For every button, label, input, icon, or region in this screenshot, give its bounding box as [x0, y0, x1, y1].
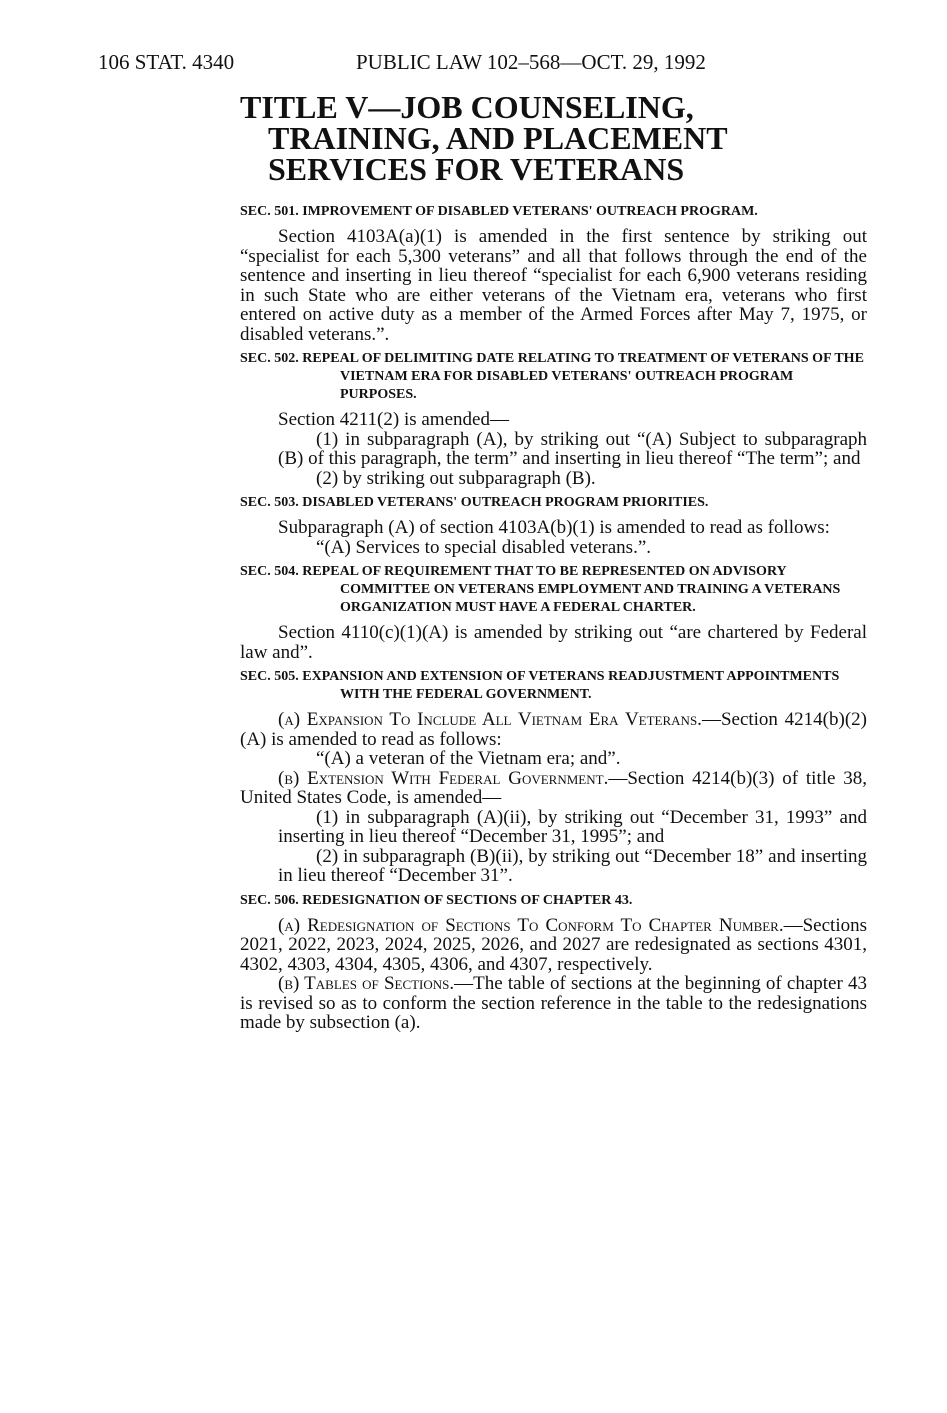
- section-501-heading: SEC. 501. IMPROVEMENT OF DISABLED VETERANS' OUTREACH PROGRAM.: [240, 204, 758, 219]
- section-505-subsection-b: [240, 769, 867, 808]
- section-506-a-label: (a) Redesignation of Sections To Conform To Chapter Number.: [278, 914, 784, 936]
- section-505-subsection-a: [240, 710, 867, 749]
- section-506-subsection-a: [240, 916, 867, 975]
- section-504-heading: SEC. 504. REPEAL OF REQUIREMENT THAT TO BE REPRESENTED ON ADVISORY COMMITTEE ON VETERANS EMPLOYMENT AND TRAINING A VETERANS ORGANIZATION MUST HAVE A FEDERAL CHARTER.: [240, 564, 841, 615]
- section-505-item-1: (1) in subparagraph (A)(ii), by striking out “December 31, 1993” and inserting in lieu thereof “December 31, 1995”; and: [278, 806, 867, 847]
- document-body: [240, 89, 867, 1033]
- running-header: [98, 50, 868, 80]
- section-502-intro: Section 4211(2) is amended—: [278, 409, 509, 430]
- section-505-item-2: (2) in subparagraph (B)(ii), by striking out “December 18” and inserting in lieu thereof “December 31”.: [278, 845, 867, 886]
- section-504-text: Section 4110(c)(1)(A) is amended by striking out “are chartered by Federal law and”.: [240, 622, 867, 663]
- section-506-b-label: (b) Tables of Sections.: [278, 973, 455, 994]
- section-502-item-1: (1) in subparagraph (A), by striking out “(A) Subject to subparagraph (B) of this paragraph, the term” and inserting in lieu thereof “The term”; and: [278, 428, 867, 469]
- section-502-heading: SEC. 502. REPEAL OF DELIMITING DATE RELATING TO TREATMENT OF VETERANS OF THE VIETNAM ERA FOR DISABLED VETERANS' OUTREACH PROGRAM PURPOSES.: [240, 351, 864, 402]
- section-506-heading: SEC. 506. REDESIGNATION OF SECTIONS OF CHAPTER 43.: [240, 892, 633, 908]
- section-505-a-label: (a) Expansion To Include All Vietnam Era Veterans.: [278, 709, 702, 730]
- title-heading: TITLE V—JOB COUNSELING, TRAINING, AND PLACEMENT SERVICES FOR VETERANS: [240, 89, 728, 187]
- section-502-item-2: (2) by striking out subparagraph (B).: [316, 467, 596, 489]
- section-505-a-quote: “(A) a veteran of the Vietnam era; and”.: [316, 748, 621, 769]
- public-law-reference: PUBLIC LAW 102–568—OCT. 29, 1992: [356, 50, 706, 74]
- section-505-heading: SEC. 505. EXPANSION AND EXTENSION OF VETERANS READJUSTMENT APPOINTMENTS WITH THE FEDERAL GOVERNMENT.: [240, 669, 840, 702]
- section-505-b-label: (b) Extension With Federal Government.: [278, 767, 609, 789]
- section-505-b-text: —Section 4214(b)(3) of title 38, United States Code, is amended—: [240, 767, 867, 808]
- section-505-a-text: —Section 4214(b)(2)(A) is amended to read as follows:: [240, 709, 867, 750]
- section-506-subsection-b: [240, 974, 867, 1033]
- section-506-b-text: —The table of sections at the beginning of chapter 43 is revised so as to conform the section reference in the table to the redesignations made by subsection (a).: [240, 973, 867, 1033]
- section-503-text: Subparagraph (A) of section 4103A(b)(1) is amended to read as follows:: [278, 517, 830, 538]
- section-506-a-text: —Sections 2021, 2022, 2023, 2024, 2025, 2026, and 2027 are redesignated as sections 4301, 4302, 4303, 4304, 4305, 4306, and 4307, respectively.: [240, 914, 867, 975]
- section-503-heading: SEC. 503. DISABLED VETERANS' OUTREACH PROGRAM PRIORITIES.: [240, 495, 709, 510]
- stat-reference: 106 STAT. 4340: [98, 50, 235, 74]
- section-501-text: Section 4103A(a)(1) is amended in the first sentence by striking out “specialist for each 5,300 veterans” and all that follows through the end of the sentence and inserting in lieu thereof “specialist for each 6,900 veterans residing in such State who are either veterans of the Vietnam era, veterans who first entered on active duty as a member of the Armed Forces after May 7, 1975, or disabled veterans.”.: [240, 226, 867, 345]
- section-503-quote: “(A) Services to special disabled veterans.”.: [316, 536, 652, 558]
